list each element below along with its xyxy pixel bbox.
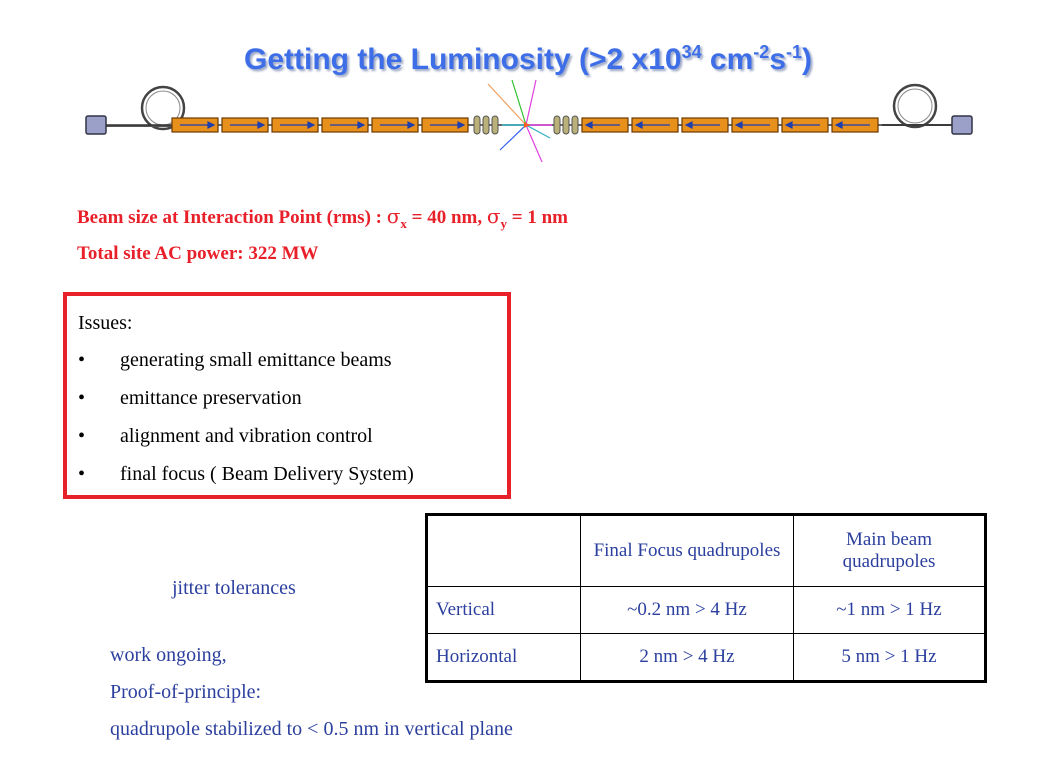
table-cell: 5 nm > 1 Hz [794, 634, 986, 682]
list-item: • emittance preservation [78, 387, 302, 409]
jitter-label: jitter tolerances [172, 577, 296, 599]
table-header-cell: Main beam quadrupoles [794, 515, 986, 587]
list-item: • final focus ( Beam Delivery System) [78, 463, 414, 485]
beam-size-line: Beam size at Interaction Point (rms) : $\sigma_x = 40$ nm, $\sigma_y = 1$ nm [77, 204, 569, 231]
list-item: • alignment and vibration control [78, 425, 373, 447]
left-final-focus [474, 116, 498, 134]
issues-list [78, 349, 414, 501]
right-source-block [952, 116, 972, 134]
table-header-cell [427, 515, 581, 587]
table-header-cell: Final Focus quadrupoles [581, 515, 794, 587]
note-line: work ongoing, [110, 644, 227, 666]
table-cell: 2 nm > 4 Hz [581, 634, 794, 682]
note-line: Proof-of-principle: [110, 681, 262, 703]
table-row [427, 634, 986, 682]
page-title: Getting the Luminosity (>2 $x10^{34}$ $cm^{-2}s^{-1}$) [243, 42, 813, 76]
table-cell: Horizontal [427, 634, 581, 682]
collider-schematic [80, 78, 980, 168]
table-cell: Vertical [427, 587, 581, 634]
note-line: quadrupole stabilized to < 0.5 nm in vertical plane [110, 718, 513, 740]
table-header-row [427, 515, 986, 587]
list-item: • generating small emittance beams [78, 349, 392, 371]
right-final-focus [554, 116, 578, 134]
table-row [427, 587, 986, 634]
table-cell: ~0.2 nm > 4 Hz [581, 587, 794, 634]
left-source-block [86, 116, 106, 134]
jitter-tolerance-table [425, 513, 987, 683]
ac-power-line: Total site AC power: 322 MW [77, 243, 319, 264]
issues-box [63, 292, 511, 499]
right-damping-ring [894, 85, 936, 127]
table-cell: ~1 nm > 1 Hz [794, 587, 986, 634]
issues-heading: Issues: [78, 312, 133, 334]
